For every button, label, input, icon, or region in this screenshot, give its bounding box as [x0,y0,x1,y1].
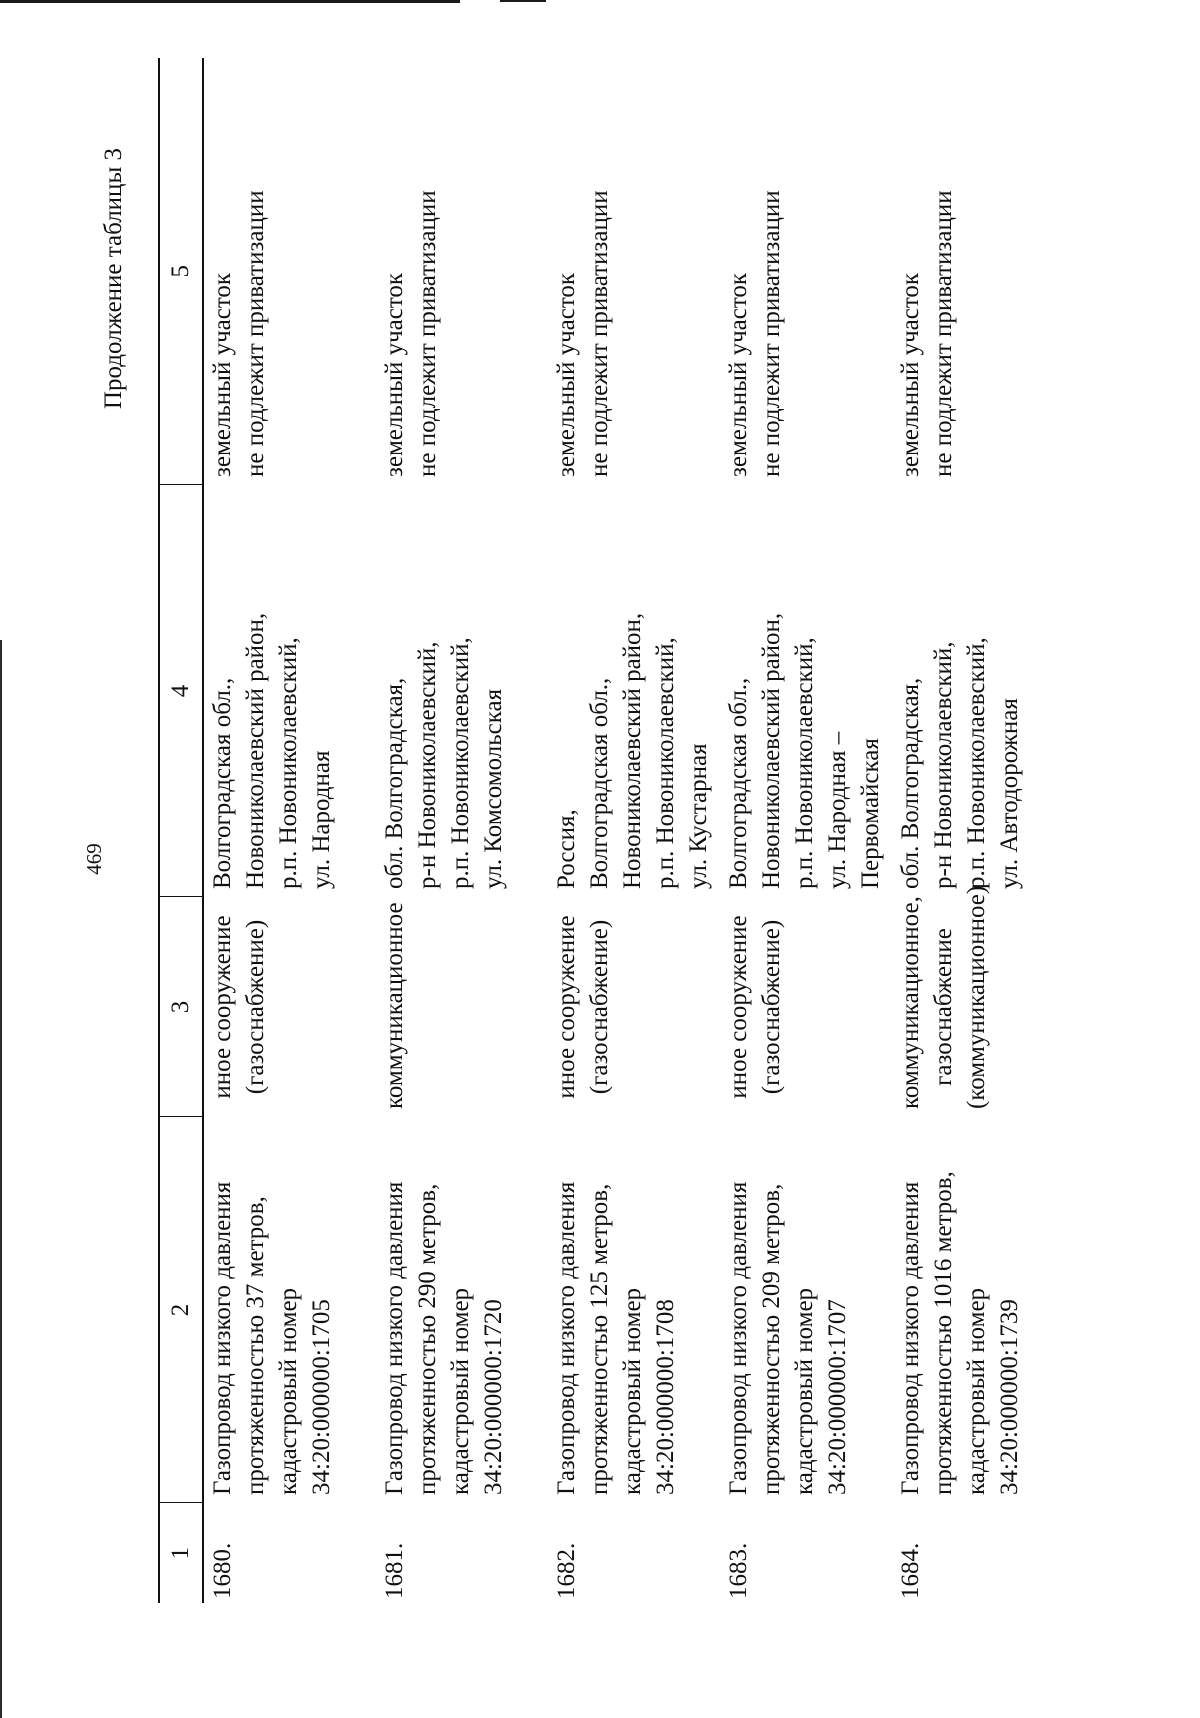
address-cell-line: ул. Народная – [824,731,851,889]
row-number: 1684. [897,1542,924,1599]
object-name-cell-line: Газопровод низкого давления [553,1181,580,1495]
object-type-cell [376,897,548,1117]
object-type-cell-line: (коммуникационное) [963,885,990,1109]
address-cell-line: Новониколаевский район, [758,612,785,889]
address-cell [376,485,548,897]
object-name-cell [720,1117,892,1503]
object-name-cell-line: протяженностью 209 метров, [758,1183,785,1495]
object-name-cell [376,1117,548,1503]
note-cell-line: земельный участок [381,272,408,477]
note-cell-line: не подлежит приватизации [930,190,957,477]
address-cell [548,485,720,897]
note-cell-line: не подлежит приватизации [242,190,269,477]
address-cell-line: р.п. Новониколаевский, [275,637,302,889]
address-cell-line: Россия, [553,809,580,889]
object-type-cell [203,897,376,1117]
address-cell-line: обл. Волгоградская, [381,677,408,889]
address-cell-line: р-н Новониколаевский, [930,641,957,889]
note-cell [376,58,548,485]
note-cell [720,58,892,485]
object-type-cell-line: иное сооружение [725,915,752,1099]
table-body [203,58,1064,1603]
address-cell [720,485,892,897]
address-cell-line: Новониколаевский район, [242,612,269,889]
object-name-cell-line: Газопровод низкого давления [897,1181,924,1495]
column-header: 2 [159,1117,203,1503]
address-cell-line: Волгоградская обл., [586,677,613,889]
address-cell-line: р.п. Новониколаевский, [791,637,818,889]
object-type-cell [720,897,892,1117]
note-cell-line: земельный участок [725,272,752,477]
address-cell-line: ул. Автодорожная [996,698,1023,889]
object-name-cell-line: 34:20:000000:1708 [652,1299,679,1495]
object-name-cell-line: кадастровый номер [275,1287,302,1495]
address-cell-line: Волгоградская обл., [209,677,236,889]
address-cell [203,485,376,897]
object-name-cell-line: протяженностью 125 метров, [586,1183,613,1495]
column-header: 4 [159,485,203,897]
object-type-cell-line: (газоснабжение) [758,919,785,1095]
note-cell-line: не подлежит приватизации [758,190,785,477]
object-name-cell-line: Газопровод низкого давления [209,1181,236,1495]
row-number: 1680. [209,1542,236,1599]
address-cell-line: р.п. Новониколаевский, [652,637,679,889]
property-table [158,58,1064,1603]
object-type-cell [892,885,1064,1117]
continuation-title: Продолжение таблицы 3 [100,148,127,410]
object-name-cell-line: кадастровый номер [619,1287,646,1495]
address-cell [892,485,1064,897]
note-cell [548,58,720,485]
object-name-cell-line: 34:20:000000:1705 [308,1299,335,1495]
row-number: 1681. [381,1542,408,1599]
object-name-cell [203,1117,376,1503]
object-type-cell-line: коммуникационное, [897,896,924,1109]
object-type-cell-line: иное сооружение [553,915,580,1099]
page-number: 469 [82,843,106,875]
column-header: 5 [159,58,203,485]
object-type-cell-line: газоснабжение [930,928,957,1086]
object-type-cell-line: иное сооружение [209,915,236,1099]
note-cell-line: не подлежит приватизации [586,190,613,477]
object-name-cell-line: Газопровод низкого давления [381,1181,408,1495]
address-cell-line: р-н Новониколаевский, [414,641,441,889]
address-cell-line: р.п. Новониколаевский, [447,637,474,889]
object-name-cell-line: 34:20:000000:1707 [824,1299,851,1495]
note-cell-line: земельный участок [897,272,924,477]
address-cell-line: ул. Комсомольская [480,688,507,889]
column-header: 1 [159,1503,203,1603]
note-cell [203,58,376,485]
object-name-cell-line: Газопровод низкого давления [725,1181,752,1495]
address-cell-line: ул. Кустарная [685,743,712,889]
address-cell-line: р.п. Новониколаевский, [963,637,990,889]
object-name-cell [892,1117,1064,1503]
table-row [720,58,892,1603]
object-name-cell-line: 34:20:000000:1720 [480,1299,507,1495]
note-cell-line: земельный участок [209,272,236,477]
address-cell-line: Волгоградская обл., [725,677,752,889]
object-name-cell [548,1117,720,1503]
object-name-cell-line: протяженностью 1016 метров, [930,1171,957,1495]
address-cell-line: обл. Волгоградская, [897,677,924,889]
column-header: 3 [159,897,203,1117]
address-cell-line: Новониколаевский район, [619,612,646,889]
table-row [548,58,720,1603]
address-cell-line: ул. Народная [308,750,335,889]
header-row [159,58,203,1603]
object-name-cell-line: протяженностью 290 метров, [414,1183,441,1495]
table-row [892,58,1064,1603]
object-type-cell-line: коммуникационное [381,902,408,1109]
note-cell-line: земельный участок [553,272,580,477]
object-name-cell-line: кадастровый номер [447,1287,474,1495]
table-row [376,58,548,1603]
note-cell [892,58,1064,485]
row-number: 1682. [553,1542,580,1599]
object-name-cell-line: кадастровый номер [963,1287,990,1495]
object-type-cell [548,897,720,1117]
address-cell-line: Первомайская [857,738,884,889]
table-row [203,58,376,1603]
object-name-cell-line: кадастровый номер [791,1287,818,1495]
object-type-cell-line: (газоснабжение) [242,919,269,1095]
object-name-cell-line: протяженностью 37 метров, [242,1196,269,1495]
object-type-cell-line: (газоснабжение) [586,919,613,1095]
object-name-cell-line: 34:20:000000:1739 [996,1299,1023,1495]
row-number: 1683. [725,1542,752,1599]
note-cell-line: не подлежит приватизации [414,190,441,477]
